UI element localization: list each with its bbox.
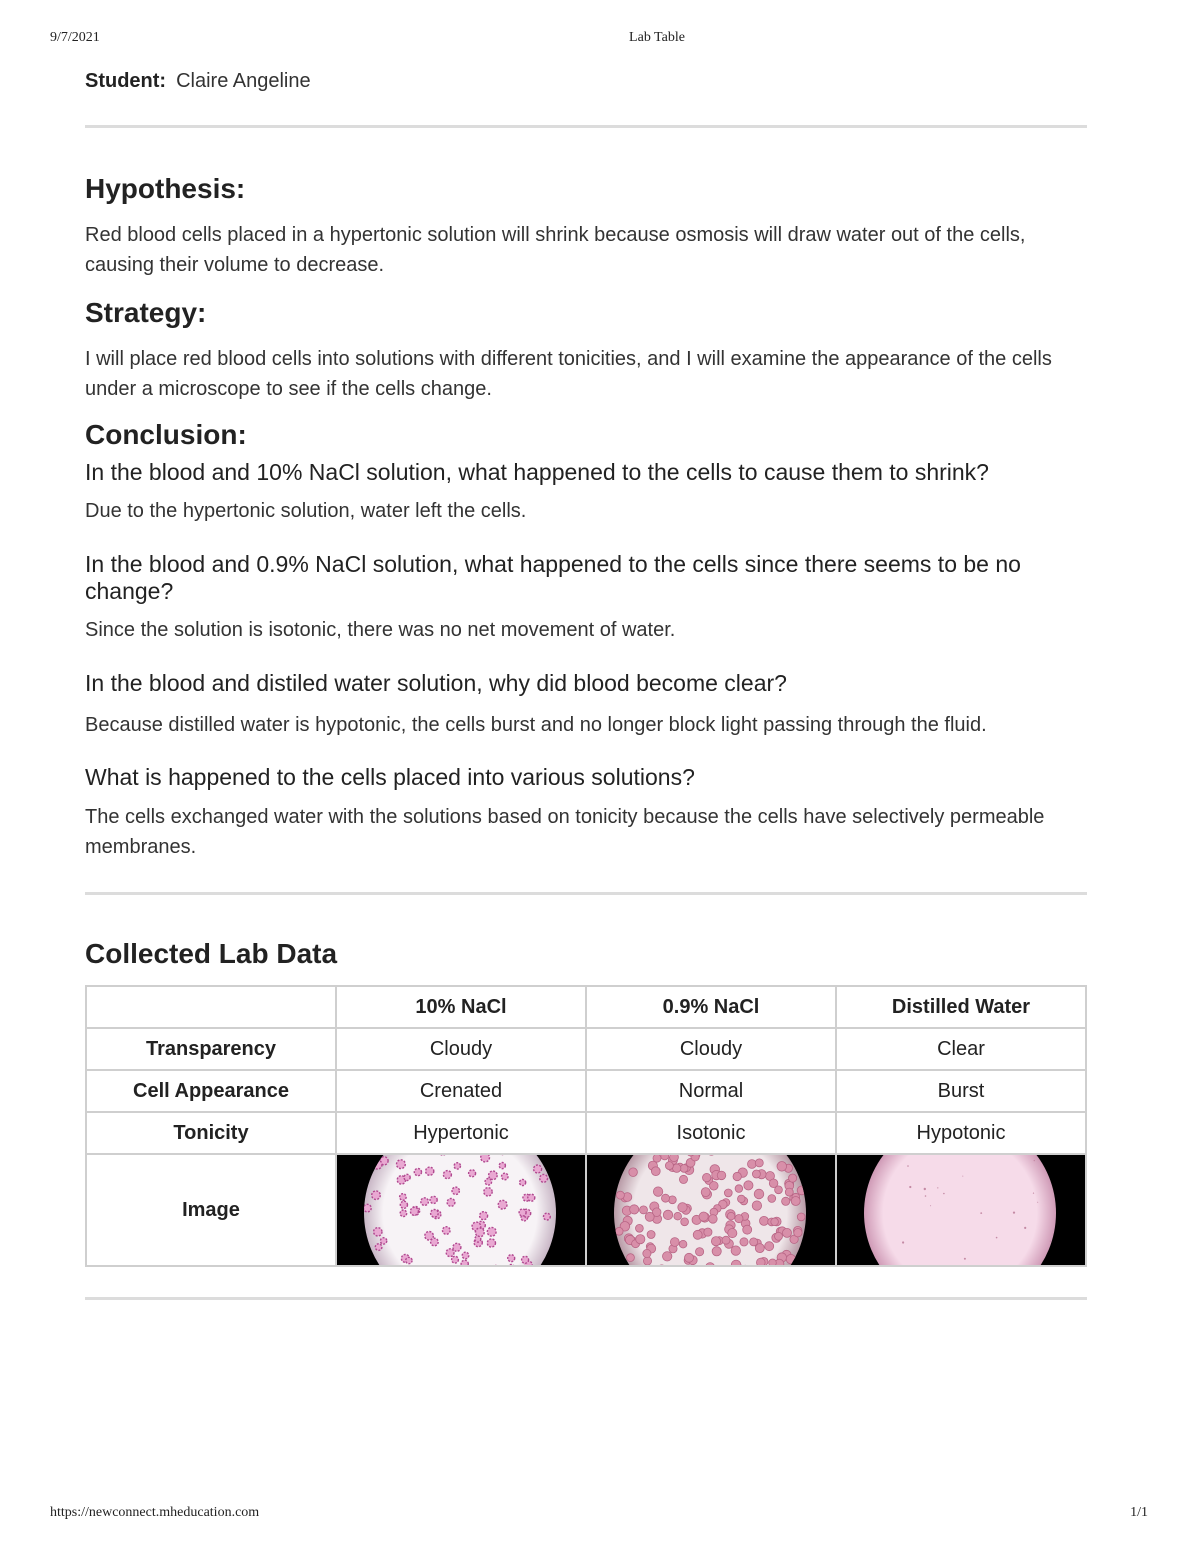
student-line xyxy=(85,66,1087,96)
table-header-row xyxy=(86,986,1086,1028)
lab-data-heading: Collected Lab Data xyxy=(85,938,338,969)
row-header: Image xyxy=(86,1154,336,1266)
hypothesis-heading: Hypothesis: xyxy=(85,173,246,204)
column-header: 0.9% NaCl xyxy=(586,986,836,1028)
normal-cells-image xyxy=(587,1155,833,1265)
divider xyxy=(85,892,1087,895)
conclusion-heading: Conclusion: xyxy=(85,419,247,450)
page-number: 1/1 xyxy=(1130,1505,1148,1520)
column-header: Distilled Water xyxy=(836,986,1086,1028)
table-cell: Clear xyxy=(836,1028,1086,1070)
table-row-image xyxy=(86,1154,1086,1266)
strategy-text: I will place red blood cells into solutions with different tonicities, and I will examine the appearance of the cells under a microscope to see if the cells change. xyxy=(85,348,1052,400)
student-name: Claire Angeline xyxy=(176,70,311,92)
table-cell: Cloudy xyxy=(336,1028,586,1070)
table-cell: Cloudy xyxy=(586,1028,836,1070)
table-cell: Burst xyxy=(836,1070,1086,1112)
answer-4: The cells exchanged water with the solutions based on tonicity because the cells have selectively permeable membranes. xyxy=(85,806,1045,858)
answer-1: Due to the hypertonic solution, water left the cells. xyxy=(85,500,527,522)
lab-data-table xyxy=(85,985,1087,1267)
burst-cells-micrograph xyxy=(836,1154,1086,1266)
print-date: 9/7/2021 xyxy=(50,30,100,45)
crenated-cells-micrograph xyxy=(336,1154,586,1266)
column-header: 10% NaCl xyxy=(336,986,586,1028)
answer-3: Because distilled water is hypotonic, the cells burst and no longer block light passing through the fluid. xyxy=(85,714,987,736)
lab-report xyxy=(85,66,1087,1300)
table-row xyxy=(86,1028,1086,1070)
table-row xyxy=(86,1070,1086,1112)
row-header: Cell Appearance xyxy=(86,1070,336,1112)
table-row xyxy=(86,1112,1086,1154)
row-header: Transparency xyxy=(86,1028,336,1070)
print-title: Lab Table xyxy=(629,30,685,45)
student-label: Student: xyxy=(85,70,167,92)
question-2: In the blood and 0.9% NaCl solution, what happened to the cells since there seems to be no change? xyxy=(85,551,1021,604)
strategy-heading: Strategy: xyxy=(85,297,207,328)
burst-cells-image xyxy=(837,1155,1083,1265)
table-cell: Hypertonic xyxy=(336,1112,586,1154)
normal-cells-micrograph xyxy=(586,1154,836,1266)
divider xyxy=(85,1297,1087,1300)
table-cell: Hypotonic xyxy=(836,1112,1086,1154)
answer-2: Since the solution is isotonic, there was no net movement of water. xyxy=(85,619,676,641)
question-1: In the blood and 10% NaCl solution, what happened to the cells to cause them to shrink? xyxy=(85,459,989,485)
column-header xyxy=(86,986,336,1028)
row-header: Tonicity xyxy=(86,1112,336,1154)
question-3: In the blood and distiled water solution, why did blood become clear? xyxy=(85,670,787,696)
question-4: What is happened to the cells placed into various solutions? xyxy=(85,764,695,790)
page-url: https://newconnect.mheducation.com xyxy=(50,1505,260,1520)
table-cell: Normal xyxy=(586,1070,836,1112)
crenated-cells-image xyxy=(337,1155,583,1265)
table-cell: Crenated xyxy=(336,1070,586,1112)
divider xyxy=(85,125,1087,128)
table-cell: Isotonic xyxy=(586,1112,836,1154)
hypothesis-text: Red blood cells placed in a hypertonic solution will shrink because osmosis will draw water out of the cells, causing their volume to decrease. xyxy=(85,224,1026,276)
